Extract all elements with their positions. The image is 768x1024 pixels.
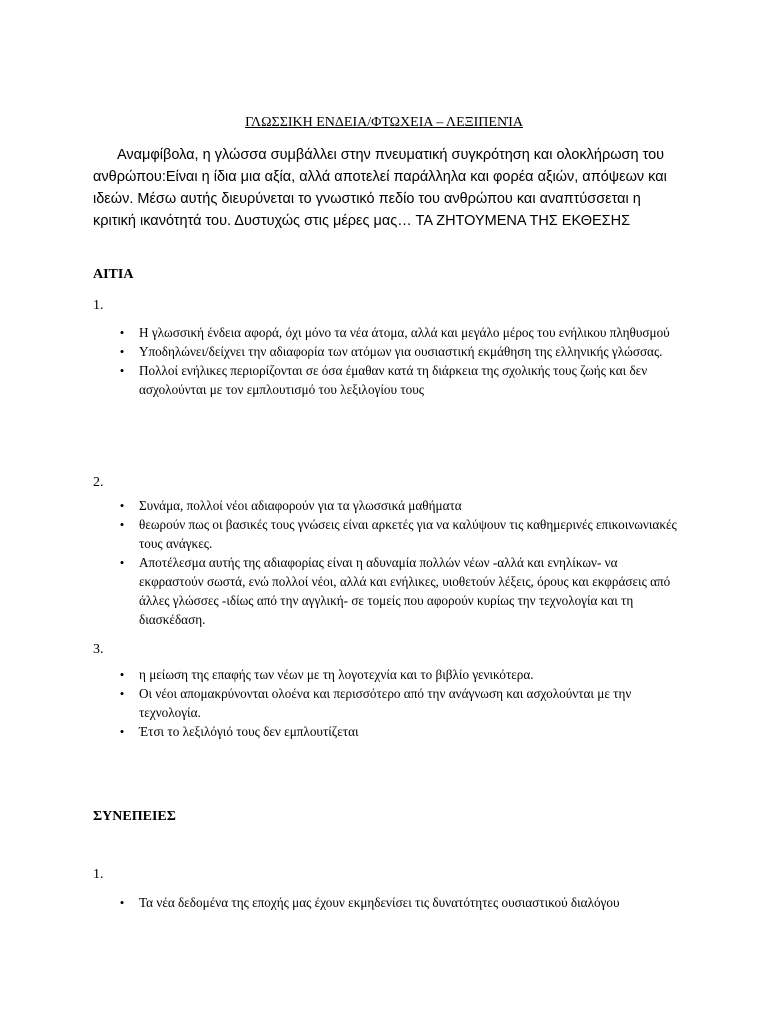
causes-group-1-list xyxy=(116,323,682,399)
intro-paragraph: Αναμφίβολα, η γλώσσα συμβάλλει στην πνευματική συγκρότηση και ολοκλήρωση του ανθρώπου:Είναι η ίδια μια αξία, αλλά αποτελεί παράλληλα και φορέα αξιών, απόψεων και ιδεών. Μέσω αυτής διευρύνεται το γνωστικό πεδίο του ανθρώπου και αναπτύσσεται η κριτική ικανότητά του. Δυστυχώς στις μέρες μας… ΤΑ ΖΗΤΟΥΜΕΝΑ ΤΗΣ ΕΚΘΕΣΗΣ xyxy=(93,147,667,229)
list-item: • Πολλοί ενήλικες περιορίζονται σε όσα έμαθαν κατά τη διάρκεια της σχολικής τους ζωής και δεν ασχολούνται με τον εμπλουτισμό του λεξιλογίου τους xyxy=(116,361,682,399)
list-item: • Συνάμα, πολλοί νέοι αδιαφορούν για τα γλωσσικά μαθήματα xyxy=(116,496,682,515)
bullet-icon: • xyxy=(119,667,125,682)
causes-group-1-number: 1. xyxy=(93,298,104,313)
consequences-group-1-list xyxy=(116,893,682,912)
list-item: • Αποτέλεσμα αυτής της αδιαφορίας είναι η αδυναμία πολλών νέων -αλλά και ενηλίκων- να εκφραστούν σωστά, ενώ πολλοί νέοι, αλλά και ενήλικες, υιοθετούν λέξεις, όρους και εκφράσεις από άλλες γλώσσες -ιδίως από την αγγλική- σε τομείς που αφορούν κυρίως την τεχνολογία και τη διασκέδαση. xyxy=(116,553,682,629)
causes-group-3-list xyxy=(116,665,682,741)
bullet-icon: • xyxy=(119,555,125,570)
bullet-icon: • xyxy=(119,724,125,739)
list-item: • η μείωση της επαφής των νέων με τη λογοτεχνία και το βιβλίο γενικότερα. xyxy=(116,665,682,684)
bullet-icon: • xyxy=(119,325,125,340)
bullet-icon: • xyxy=(119,363,125,378)
consequences-heading: ΣΥΝΕΠΕΙΕΣ xyxy=(93,809,176,824)
bullet-icon: • xyxy=(119,344,125,359)
list-item: • Οι νέοι απομακρύνονται ολοένα και περισσότερο από την ανάγνωση και ασχολούνται με την τεχνολογία. xyxy=(116,684,682,722)
list-item: • Η γλωσσική ένδεια αφορά, όχι μόνο τα νέα άτομα, αλλά και μεγάλο μέρος του ενήλικου πληθυσμού xyxy=(116,323,682,342)
consequences-group-1-number: 1. xyxy=(93,867,104,882)
list-item: • Έτσι το λεξιλόγιό τους δεν εμπλουτίζεται xyxy=(116,722,682,741)
causes-group-3-number: 3. xyxy=(93,642,104,657)
causes-group-2-list xyxy=(116,496,682,629)
causes-heading: ΑΙΤΙΑ xyxy=(93,267,134,282)
causes-group-2-number: 2. xyxy=(93,475,104,490)
list-item: • Τα νέα δεδομένα της εποχής μας έχουν εκμηδενίσει τις δυνατότητες ουσιαστικού διαλόγου xyxy=(116,893,682,912)
list-item: • Υποδηλώνει/δείχνει την αδιαφορία των ατόμων για ουσιαστική εκμάθηση της ελληνικής γλώσσας. xyxy=(116,342,682,361)
document-title: ΓΛΩΣΣΙΚΗ ΕΝΔΕΙΑ/ΦΤΩΧΕΙΑ – ΛΕΞΙΠΕΝΊΑ xyxy=(245,115,523,130)
bullet-icon: • xyxy=(119,895,125,910)
bullet-icon: • xyxy=(119,498,125,513)
bullet-icon: • xyxy=(119,686,125,701)
list-item: • θεωρούν πως οι βασικές τους γνώσεις είναι αρκετές για να καλύψουν τις καθημερινές επικοινωνιακές τους ανάγκες. xyxy=(116,515,682,553)
bullet-icon: • xyxy=(119,517,125,532)
